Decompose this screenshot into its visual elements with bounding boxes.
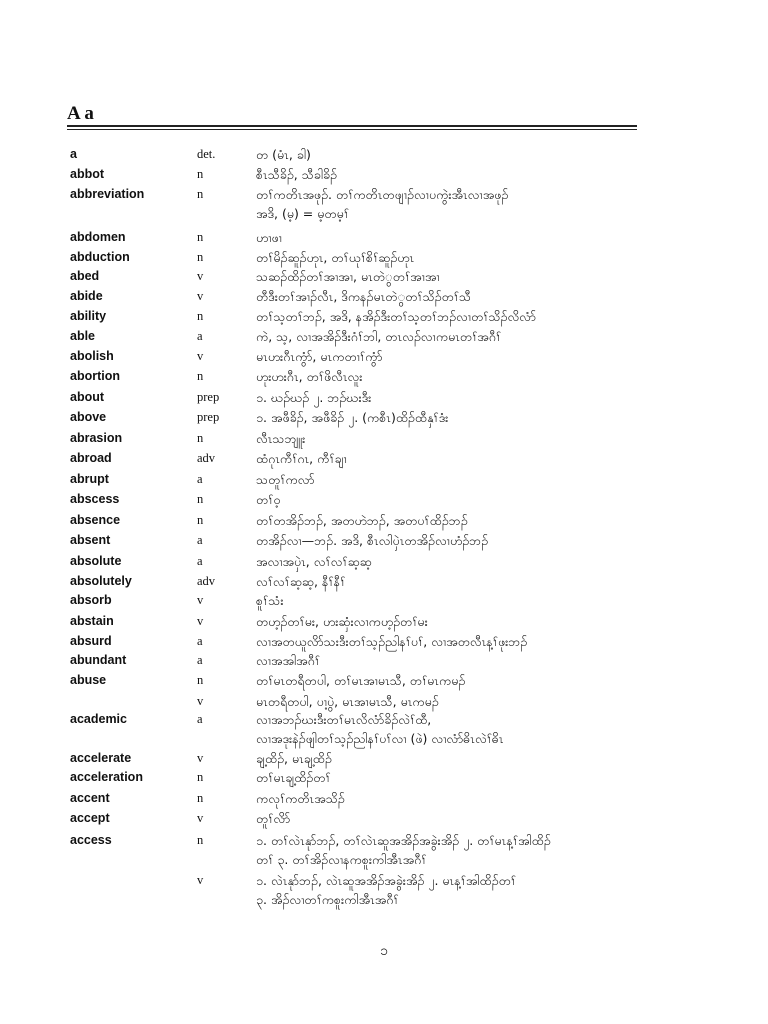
definition-line: တအိၣ်လၢ—ဘၣ်. အဒိ, စီၤလါပှဲၤတအိၣ်လၢဟံၣ်ဘၣ် [256, 533, 489, 548]
definition [256, 749, 646, 768]
definition-line: အဒိ, (မ့) = မ့တမ့ၢ် [256, 206, 349, 221]
headword: academic [70, 712, 127, 726]
definition [256, 612, 646, 631]
part-of-speech: n [197, 431, 204, 445]
headword: abrupt [70, 472, 109, 486]
definition [256, 145, 646, 164]
definition-line: တဟ့ၣ်တၢ်မး, ဟးဆှံးလၢကဟ့ၣ်တၢ်မး [256, 614, 428, 629]
headword: absurd [70, 634, 112, 648]
headword: access [70, 833, 112, 847]
definition [256, 511, 646, 530]
definition [256, 367, 646, 386]
part-of-speech: n [197, 230, 204, 244]
definition [256, 470, 646, 489]
definition [256, 831, 646, 869]
headword: abrasion [70, 431, 123, 445]
definition-line: မၤတရီတပါ, ပၢ့ပွဲ, မၤအၢမၤသီ, မၤကမၣ် [256, 694, 439, 709]
headword: ability [70, 309, 107, 323]
part-of-speech: n [197, 250, 204, 264]
part-of-speech: n [197, 167, 204, 181]
definition [256, 228, 646, 247]
part-of-speech: v [197, 593, 204, 607]
headword: abduction [70, 250, 130, 264]
headword: a [70, 147, 77, 161]
headword: acceleration [70, 770, 143, 784]
definition [256, 871, 646, 909]
definition [256, 768, 646, 787]
part-of-speech: a [197, 554, 203, 568]
definition-line: တီဒီးတၢ်အၢၣ်လီၤ, ဒိကနၣ်မၤတဲွတၢ်သိၣ်တၢ်သီ [256, 289, 472, 304]
definition [256, 531, 646, 550]
part-of-speech: n [197, 791, 204, 805]
part-of-speech: a [197, 712, 203, 726]
definition-line: တၢ်သ့တၢ်ဘၣ်, အဒိ, နအိၣ်ဒီးတၢ်သ့တၢ်ဘၣ်လၢတၢ်သိၣ်လိလံာ် [256, 309, 537, 324]
definition-line: တၢ်ဝ့ [256, 492, 281, 507]
definition [256, 347, 646, 366]
definition-line: လၢအဒုးနဲၣ်ဖျါတၢ်သ့ၣ်ညါနၢ်ပၢ်လၢ (ဖဲ) လၢလံာ်ဓိၤလဲၢ်ဓိၤ [256, 731, 504, 746]
definition [256, 449, 646, 468]
definition-line: လၢအတယူလိာ်သးဒီးတၢ်သ့ၣ်ညါနၢ်ပၢ်, လၢအတလီၤန့ၢ်ဖုးဘၣ် [256, 634, 528, 649]
definition [256, 692, 646, 711]
headword: abroad [70, 451, 112, 465]
headword: absent [70, 533, 111, 547]
definition-line: ဟၢဖၢ [256, 230, 282, 245]
definition [256, 809, 646, 828]
definition [256, 388, 646, 407]
headword: abed [70, 269, 100, 283]
definition-line: တၢ်မိၣ်ဆူၣ်ဟုၤ, တၢ်ယုၢ်စိၢ်ဆူၣ်ဟုၤ [256, 250, 415, 265]
part-of-speech: prep [197, 390, 220, 404]
definition-line: တၢ်မၤတရီတပါ, တၢ်မၤအၢမၤသီ, တၢ်မၤကမၣ် [256, 673, 466, 688]
part-of-speech: v [197, 269, 204, 283]
definition-line: ၃. အိၣ်လၢတၢ်ကစူးကါအီၤအဂီၢ် [256, 892, 399, 907]
definition [256, 490, 646, 509]
definition-line: ချ့ထိၣ်, မၤချ့ထိၣ် [256, 751, 332, 766]
definition [256, 185, 646, 223]
page-number: ၁ [380, 943, 388, 959]
definition [256, 710, 646, 748]
part-of-speech: a [197, 329, 203, 343]
definition-line: လၢအဘၣ်ဃးဒီးတၢ်မၤလိလံာ်ခိၣ်လဲၢ်ထီ, [256, 712, 432, 727]
headword: abscess [70, 492, 120, 506]
definition-line: ကလုၢ်ကတိၤအသိၣ် [256, 791, 345, 806]
headword: above [70, 410, 107, 424]
part-of-speech: n [197, 673, 204, 687]
definition [256, 165, 646, 184]
section-heading: A a [67, 103, 94, 124]
part-of-speech: n [197, 770, 204, 784]
headword: accelerate [70, 751, 132, 765]
headword: abortion [70, 369, 120, 383]
headword: abuse [70, 673, 107, 687]
part-of-speech: a [197, 533, 203, 547]
headword: able [70, 329, 96, 343]
headword: abolish [70, 349, 114, 363]
part-of-speech: v [197, 614, 204, 628]
headword: abide [70, 289, 103, 303]
headword: abstain [70, 614, 114, 628]
definition [256, 591, 646, 610]
definition-line: ၁. တၢ်လဲၤနုာ်ဘၣ်, တၢ်လဲၤဆူအအိၣ်အခွဲးအိၣ် ၂. တၢ်မၤန့ၢ်အါထိၣ် [256, 833, 551, 848]
headword: abundant [70, 653, 127, 667]
definition [256, 429, 646, 448]
definition [256, 671, 646, 690]
definition-line: တၢ်ကတိၤအဖုၣ်. တၢ်ကတိၤတဖျၢၣ်လၢပကွဲးအီၤလၢအဖုၣ် [256, 187, 509, 202]
headword: absence [70, 513, 121, 527]
headword: abbreviation [70, 187, 145, 201]
definition-line: စူၢ်သံး [256, 593, 284, 608]
part-of-speech: n [197, 309, 204, 323]
definition [256, 267, 646, 286]
part-of-speech: adv [197, 451, 216, 465]
definition [256, 552, 646, 571]
part-of-speech: n [197, 369, 204, 383]
part-of-speech: a [197, 634, 203, 648]
headword: abbot [70, 167, 105, 181]
part-of-speech: v [197, 694, 204, 708]
headword: abdomen [70, 230, 126, 244]
definition-line: ၁. ဃၣ်ဃၣ် ၂. ဘၣ်ဃးဒီး [256, 390, 372, 405]
definition [256, 789, 646, 808]
headword: absolute [70, 554, 122, 568]
headword: accent [70, 791, 110, 805]
definition [256, 287, 646, 306]
headword: accept [70, 811, 110, 825]
definition-line: တူၢ်လိာ် [256, 811, 291, 826]
part-of-speech: n [197, 833, 204, 847]
definition-line: တၢ် ၃. တၢ်အိၣ်လၢနကစူးကါအီၤအဂီၢ် [256, 852, 427, 867]
definition-line: ၁. လဲၤနုာ်ဘၣ်, လဲၤဆူအအိၣ်အခွဲးအိၣ် ၂. မၤန့ၢ်အါထိၣ်တၢ် [256, 873, 516, 888]
definition [256, 632, 646, 651]
definition [256, 572, 646, 591]
definition [256, 327, 646, 346]
definition [256, 651, 646, 670]
part-of-speech: a [197, 653, 203, 667]
definition-line: ထံဂုၤကီၢ်ဂၤ, ကီၢ်ချၢ [256, 451, 347, 466]
part-of-speech: n [197, 513, 204, 527]
part-of-speech: a [197, 472, 203, 486]
definition-line: တၢ်မၤချ့ထိၣ်တၢ် [256, 770, 331, 785]
definition [256, 307, 646, 326]
definition-line: ဟုးဟးဂီၤ, တၢ်ဖိလီၤလူး [256, 369, 363, 384]
part-of-speech: v [197, 751, 204, 765]
headword: absorb [70, 593, 112, 607]
headword: about [70, 390, 105, 404]
definition-line: အလၢအပှဲၤ, လၢ်လၢ်ဆ့ဆ့ [256, 554, 372, 569]
definition-line: သဆၣ်ထိၣ်တၢ်အၢအၢ, မၤတဲွတၢ်အၢအၢ [256, 269, 440, 284]
part-of-speech: n [197, 492, 204, 506]
definition-line: လၢ်လၢ်ဆ့ဆ့, နီၢ်နီၢ် [256, 574, 346, 589]
part-of-speech: v [197, 349, 204, 363]
definition-line: လီၤသဘျူး [256, 431, 306, 446]
definition-line: သတူၢ်ကလာ် [256, 472, 315, 487]
part-of-speech: v [197, 811, 204, 825]
definition-line: ကဲ, သ့, လၢအအိၣ်ဒီးဂံၢ်ဘါ, တၤလၣ်လၢကမၤတၢ်အဂီၢ် [256, 329, 502, 344]
definition-line: လၢအအါအဂီၢ် [256, 653, 320, 668]
part-of-speech: n [197, 187, 204, 201]
definition [256, 248, 646, 267]
definition-line: စီၤသီခိၣ်, သီခါခိၣ် [256, 167, 337, 182]
definition-line: တ (မံၤ, ခါ) [256, 147, 311, 162]
part-of-speech: v [197, 873, 204, 887]
definition-line: မၤဟးဂီၤကွံာ်, မၤကတၢၢ်ကွံာ် [256, 349, 383, 364]
part-of-speech: det. [197, 147, 216, 161]
part-of-speech: v [197, 289, 204, 303]
headword: absolutely [70, 574, 132, 588]
definition-line: တၢ်တအိၣ်ဘၣ်, အတဟဲဘၣ်, အတပၢ်ထိၣ်ဘၣ် [256, 513, 468, 528]
definition [256, 408, 646, 427]
part-of-speech: adv [197, 574, 216, 588]
definition-line: ၁. အဖီခိၣ်, အဖီခိၣ် ၂. (ကစီၤ)ထိၣ်ထီနှၢ်ဒံး [256, 410, 449, 425]
part-of-speech: prep [197, 410, 220, 424]
